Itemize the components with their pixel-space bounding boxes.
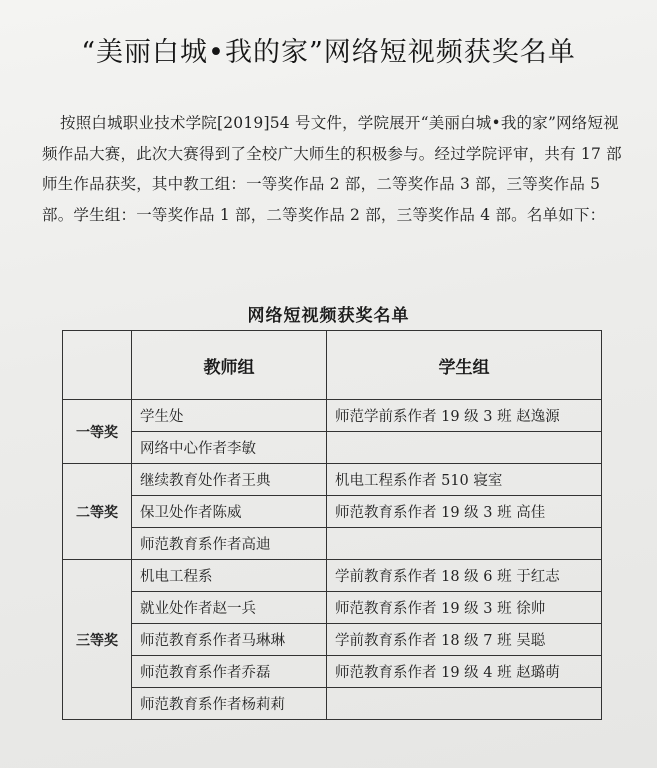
student-cell: 机电工程系作者 510 寝室 (327, 464, 602, 496)
table-row (63, 464, 602, 496)
table-title: 网络短视频获奖名单 (247, 306, 410, 326)
intro-paragraph: 按照白城职业技术学院[2019]54 号文件，学院展开“美丽白城•我的家”网络短视频作品大赛，此次大赛得到了全校广大师生的积极参与。经过学院评审，共有 17 部师生作品获奖，其中教工组：一等奖作品 2 部，二等奖作品 3 部，三等奖作品 5 部。学生组：一等奖作品 1 部，二等奖作品 2 部，三等奖作品 4 部。名单如下： (42, 114, 622, 224)
teacher-cell: 继续教育处作者王典 (132, 464, 327, 496)
header-teacher-group: 教师组 (132, 331, 327, 400)
table-row (63, 592, 602, 624)
student-cell (327, 528, 602, 560)
teacher-cell: 师范教育系作者乔磊 (132, 656, 327, 688)
teacher-cell: 师范教育系作者马琳琳 (132, 624, 327, 656)
student-cell: 学前教育系作者 18 级 7 班 吴聪 (327, 624, 602, 656)
header-student-group: 学生组 (327, 331, 602, 400)
student-cell: 师范教育系作者 19 级 3 班 高佳 (327, 496, 602, 528)
student-cell (327, 432, 602, 464)
student-cell (327, 688, 602, 720)
table-row (63, 560, 602, 592)
table-row (63, 432, 602, 464)
teacher-cell: 师范教育系作者杨莉莉 (132, 688, 327, 720)
student-cell: 学前教育系作者 18 级 6 班 于红志 (327, 560, 602, 592)
student-cell: 师范学前系作者 19 级 3 班 赵逸源 (327, 400, 602, 432)
header-corner-cell (63, 331, 132, 400)
teacher-cell: 网络中心作者李敏 (132, 432, 327, 464)
prize-second-label: 二等奖 (63, 464, 132, 560)
teacher-cell: 保卫处作者陈威 (132, 496, 327, 528)
prize-first-label: 一等奖 (63, 400, 132, 464)
table-row (63, 656, 602, 688)
table-row (63, 624, 602, 656)
document-title: “美丽白城•我的家”网络短视频获奖名单 (81, 37, 576, 68)
table-row (63, 400, 602, 432)
awards-table (62, 330, 602, 720)
teacher-cell: 就业处作者赵一兵 (132, 592, 327, 624)
table-row (63, 496, 602, 528)
teacher-cell: 学生处 (132, 400, 327, 432)
prize-third-label: 三等奖 (63, 560, 132, 720)
student-cell: 师范教育系作者 19 级 4 班 赵璐萌 (327, 656, 602, 688)
table-header-row (63, 331, 602, 400)
table-row (63, 528, 602, 560)
table-row (63, 688, 602, 720)
student-cell: 师范教育系作者 19 级 3 班 徐帅 (327, 592, 602, 624)
teacher-cell: 师范教育系作者高迪 (132, 528, 327, 560)
teacher-cell: 机电工程系 (132, 560, 327, 592)
